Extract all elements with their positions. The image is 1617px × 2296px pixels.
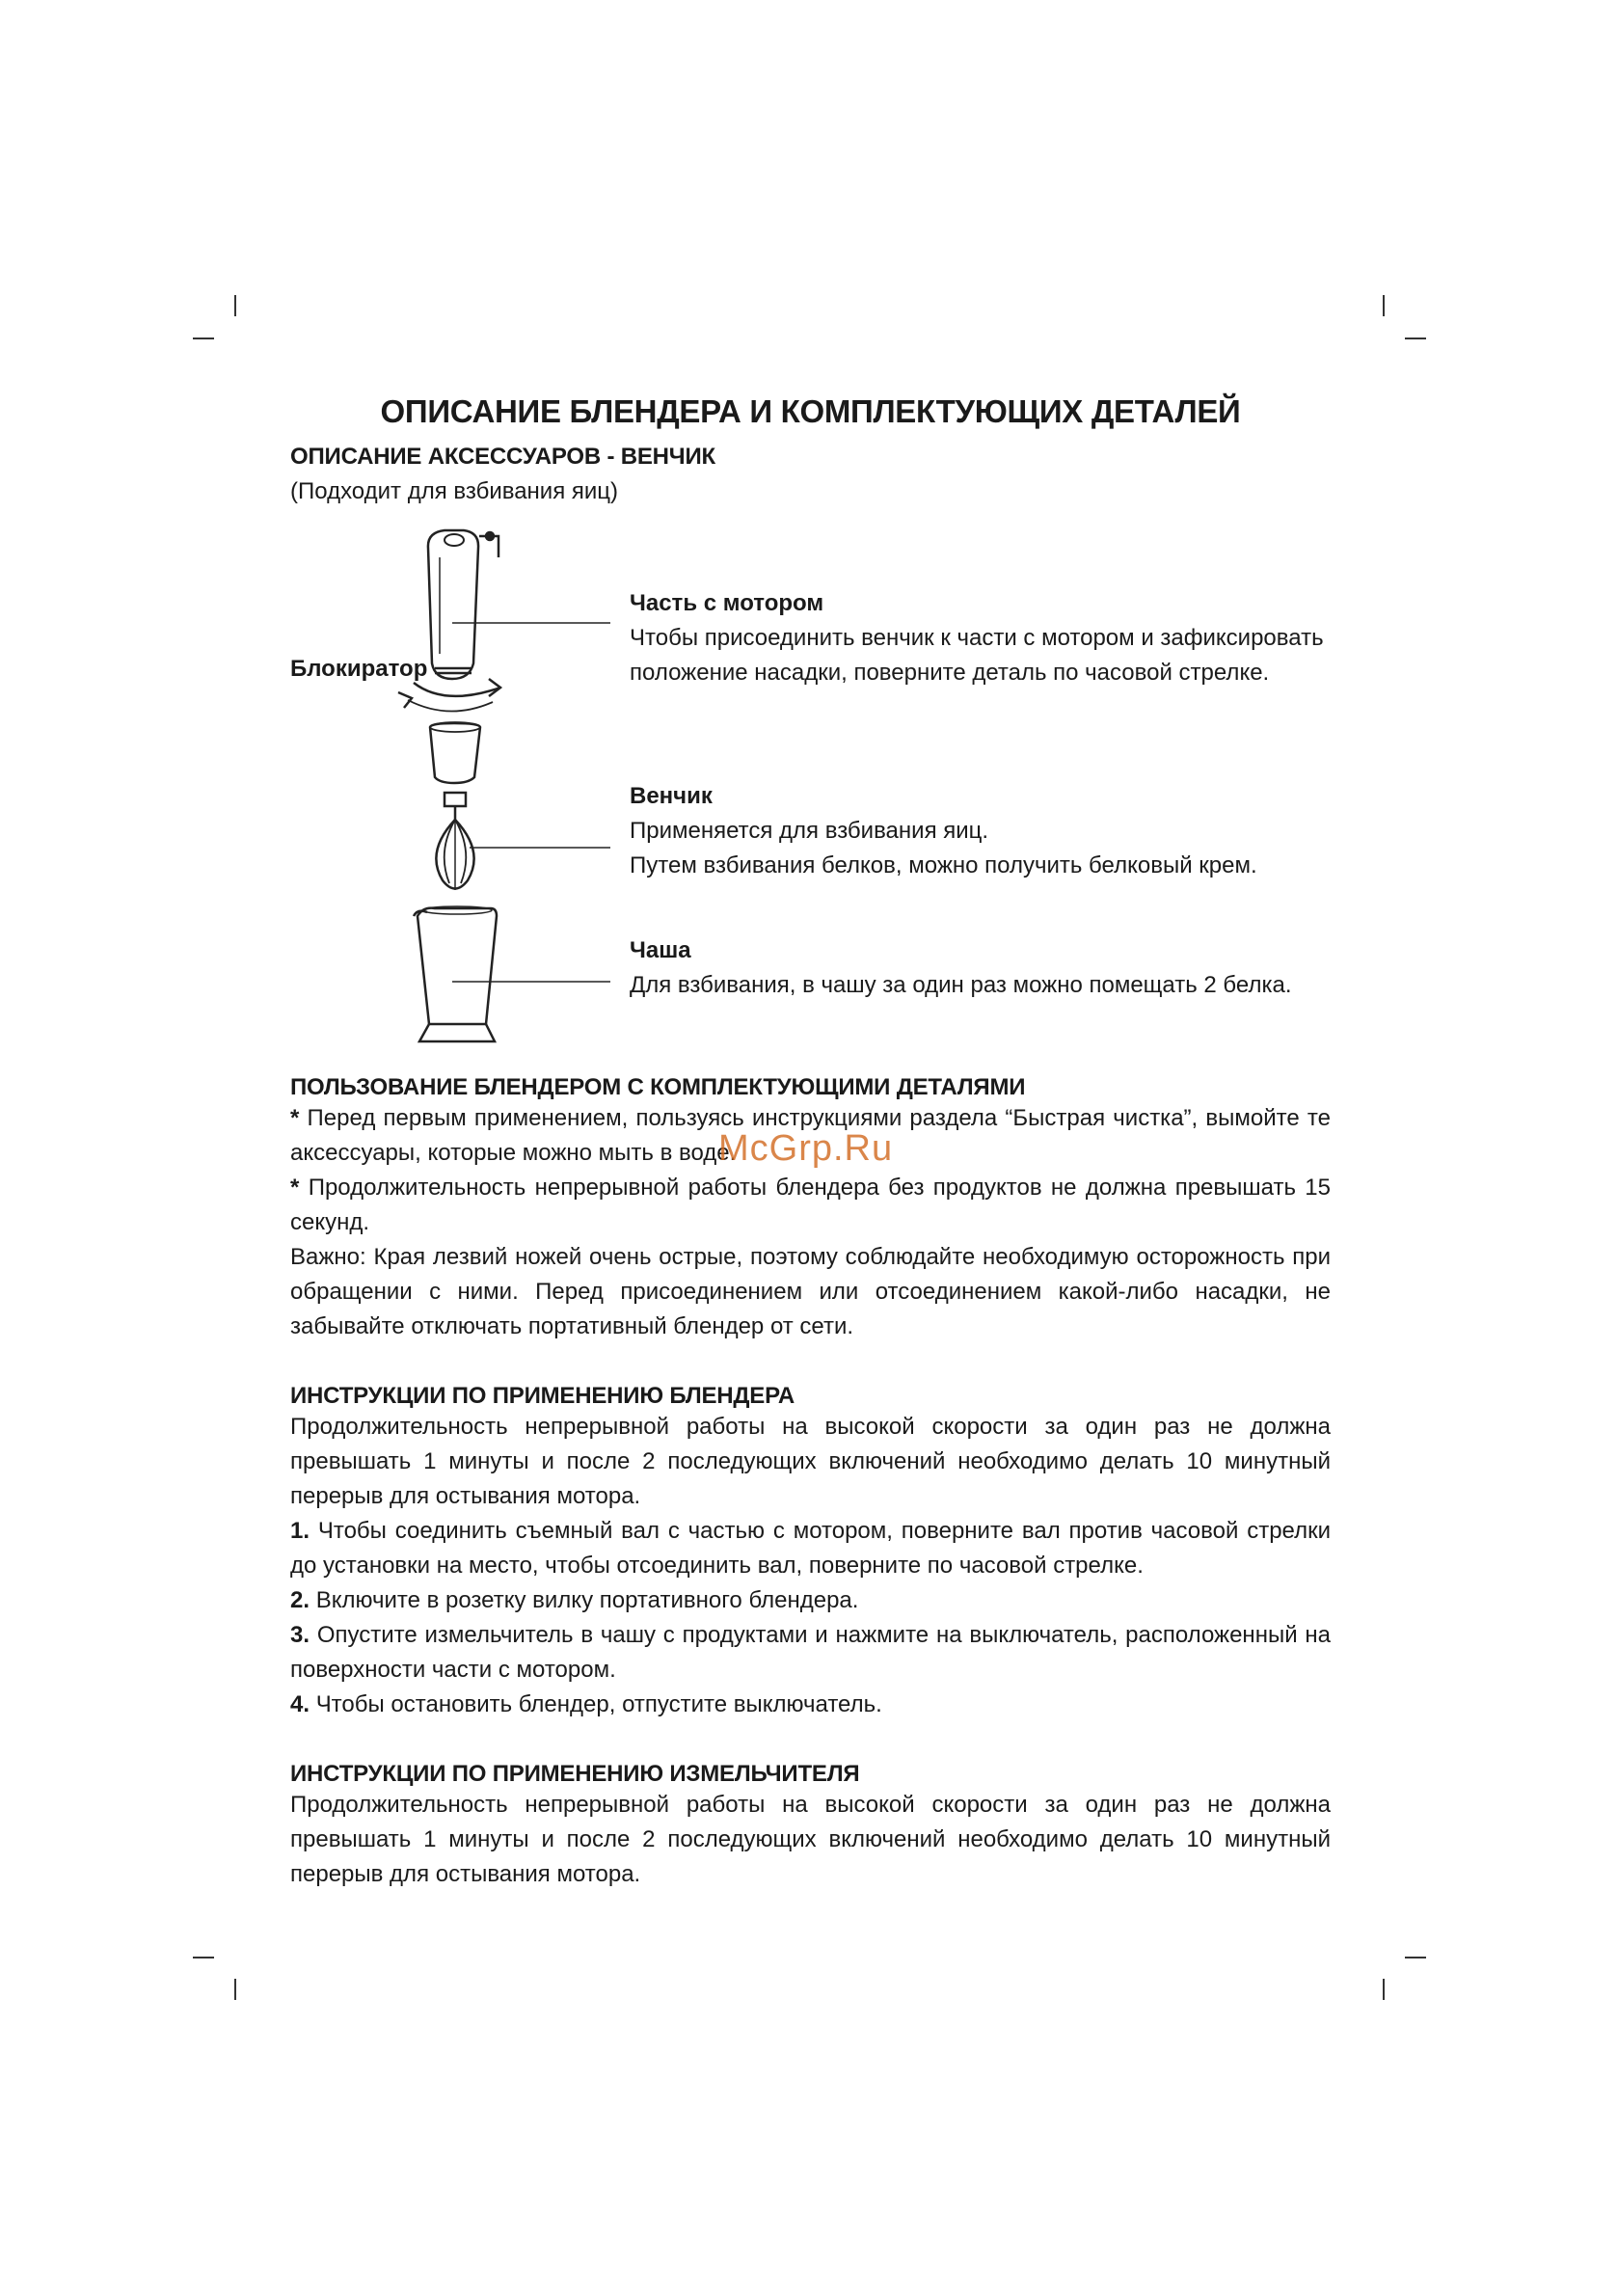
coupler-drawing bbox=[430, 722, 480, 783]
usage-bullet-2 bbox=[290, 1171, 1331, 1240]
step-number: 4. bbox=[290, 1691, 310, 1717]
blender-instructions-heading: ИНСТРУКЦИИ ПО ПРИМЕНЕНИЮ БЛЕНДЕРА bbox=[290, 1383, 795, 1409]
lock-label: Блокиратор bbox=[290, 656, 428, 682]
step-3 bbox=[290, 1618, 1331, 1688]
accessory-heading: ОПИСАНИЕ АКСЕССУАРОВ - ВЕНЧИК bbox=[290, 444, 715, 470]
whisk-part-description bbox=[630, 779, 1343, 883]
crop-mark bbox=[193, 1957, 214, 1958]
blender-instructions-intro: Продолжительность непрерывной работы на высокой скорости за один раз не должна превышать 1 минуты и после 2 последующих включений необходимо делать 10 минутный перерыв для остывания мотора. bbox=[290, 1414, 1331, 1509]
bullet-mark: * bbox=[290, 1175, 300, 1201]
chopper-instructions-intro: Продолжительность непрерывной работы на высокой скорости за один раз не должна превышать 1 минуты и после 2 последующих включений необходимо делать 10 минутный перерыв для остывания мотора. bbox=[290, 1792, 1331, 1887]
step-4 bbox=[290, 1688, 1331, 1722]
bowl-part-text: Для взбивания, в чашу за один раз можно помещать 2 белка. bbox=[630, 972, 1292, 998]
crop-mark bbox=[234, 295, 236, 316]
whisk-drawing bbox=[436, 793, 473, 890]
motor-part-text: Чтобы присоединить венчик к части с мотором и зафиксировать положение насадки, поверните деталь по часовой стрелке. bbox=[630, 625, 1324, 686]
crop-mark bbox=[1383, 1979, 1385, 2000]
page-title: ОПИСАНИЕ БЛЕНДЕРА И КОМПЛЕКТУЮЩИХ ДЕТАЛЕЙ bbox=[380, 393, 1241, 429]
bullet-text: Продолжительность непрерывной работы блендера без продуктов не должна превышать 15 секунд. bbox=[290, 1175, 1332, 1235]
motor-part-name: Часть с мотором bbox=[630, 590, 824, 616]
blender-instructions-section bbox=[290, 1383, 1331, 1722]
crop-mark bbox=[1405, 338, 1426, 339]
usage-section bbox=[290, 1074, 1331, 1344]
step-number: 1. bbox=[290, 1518, 310, 1544]
bullet-mark: * bbox=[290, 1105, 300, 1131]
crop-mark bbox=[1405, 1957, 1426, 1958]
motor-unit-drawing bbox=[428, 530, 499, 679]
step-text: Чтобы соединить съемный вал с частью с мотором, поверните вал против часовой стрелки до установки на место, чтобы отсоединить вал, поверните по часовой стрелке. bbox=[290, 1518, 1332, 1579]
usage-heading: ПОЛЬЗОВАНИЕ БЛЕНДЕРОМ С КОМПЛЕКТУЮЩИМИ ДЕТАЛЯМИ bbox=[290, 1074, 1026, 1100]
lock-arrows-drawing bbox=[398, 679, 500, 712]
motor-part-description bbox=[630, 586, 1343, 690]
whisk-part-text-2: Путем взбивания белков, можно получить белковый крем. bbox=[630, 852, 1257, 878]
bowl-part-name: Чаша bbox=[630, 937, 691, 963]
whisk-part-text-1: Применяется для взбивания яиц. bbox=[630, 818, 989, 844]
step-text: Включите в розетку вилку портативного блендера. bbox=[315, 1587, 859, 1613]
chopper-instructions-section bbox=[290, 1761, 1331, 1892]
crop-mark bbox=[234, 1979, 236, 2000]
step-1 bbox=[290, 1514, 1331, 1583]
whisk-part-name: Венчик bbox=[630, 783, 713, 809]
watermark: McGrp.Ru bbox=[718, 1128, 894, 1169]
bullet-text: Перед первым применением, пользуясь инструкциями раздела “Быстрая чистка”, вымойте те аксессуары, которые можно мыть в воде. bbox=[290, 1105, 1331, 1166]
blender-illustration bbox=[290, 519, 637, 1055]
blender-figure bbox=[290, 519, 1331, 1055]
step-number: 2. bbox=[290, 1587, 310, 1613]
chopper-instructions-heading: ИНСТРУКЦИИ ПО ПРИМЕНЕНИЮ ИЗМЕЛЬЧИТЕЛЯ bbox=[290, 1761, 860, 1787]
usage-important: Важно: Края лезвий ножей очень острые, поэтому соблюдайте необходимую осторожность при обращении с ними. Перед присоединением или отсоединением какой-либо насадки, не забывайте отключать портативный блендер от сети. bbox=[290, 1244, 1331, 1339]
bowl-part-description bbox=[630, 933, 1343, 1003]
bowl-drawing bbox=[414, 906, 497, 1041]
step-text: Опустите измельчитель в чашу с продуктами и нажмите на выключатель, расположенный на поверхности части с мотором. bbox=[290, 1622, 1332, 1683]
crop-mark bbox=[193, 338, 214, 339]
step-2 bbox=[290, 1583, 1331, 1618]
accessory-note: (Подходит для взбивания яиц) bbox=[290, 478, 619, 504]
step-text: Чтобы остановить блендер, отпустите выключатель. bbox=[315, 1691, 882, 1717]
step-number: 3. bbox=[290, 1622, 310, 1648]
crop-mark bbox=[1383, 295, 1385, 316]
